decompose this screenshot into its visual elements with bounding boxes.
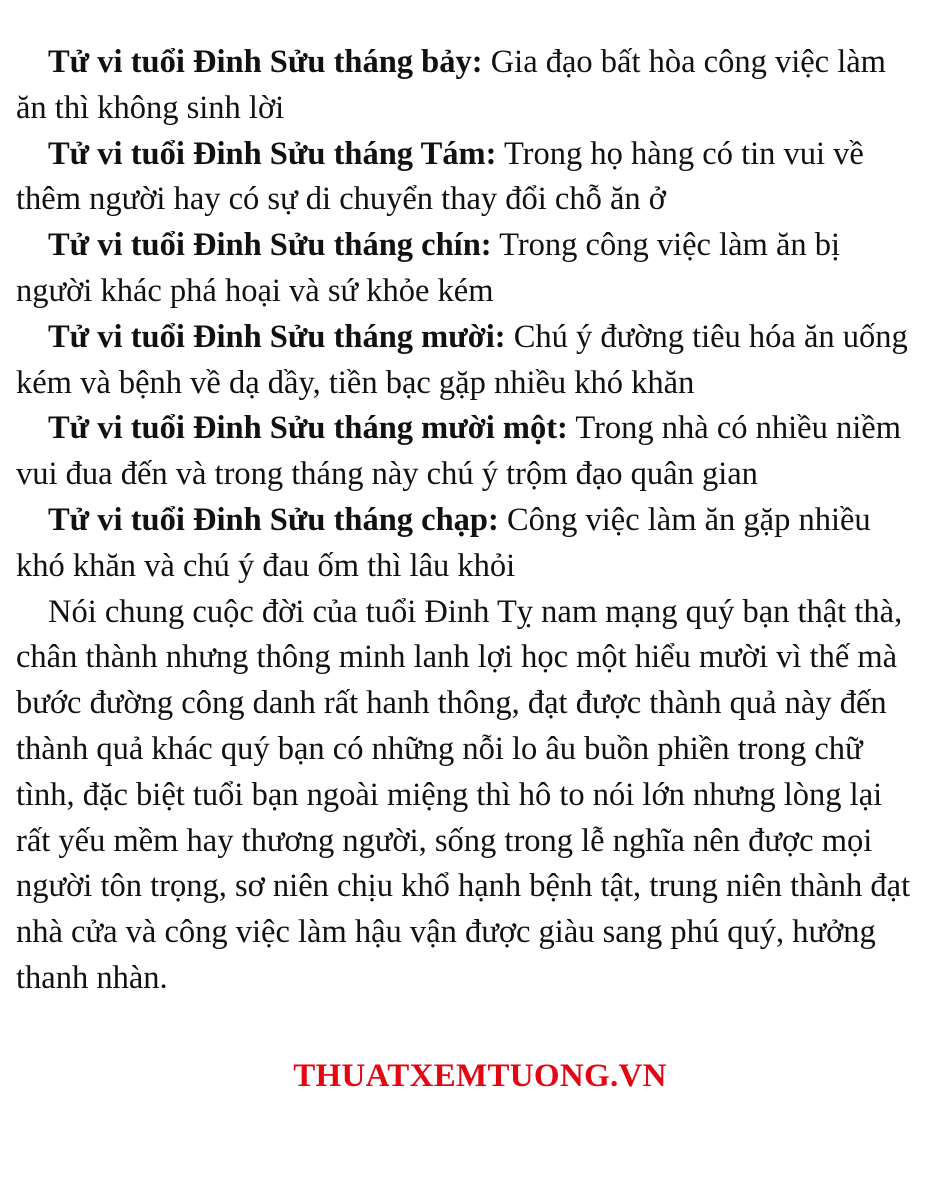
month-text: Công việc làm ăn gặp nhiều khó khăn và chú ý đau ốm thì lâu khỏi [16,501,871,584]
month-paragraph-11 [16,406,911,498]
month-text: Gia đạo bất hòa công việc làm ăn thì không sinh lời [16,44,886,126]
summary-paragraph: Nói chung cuộc đời của tuổi Đinh Tỵ nam mạng quý bạn thật thà, chân thành nhưng thông minh lanh lợi học một hiểu mười vì thế mà bước đường công danh rất hanh thông, đạt được thành quả này đến thành quả khác quý bạn có những nỗi lo âu buồn phiền trong chữ tình, đặc biệt tuổi bạn ngoài miệng thì hô to nói lớn nhưng lòng lại rất yếu mềm hay thương người, sống trong lễ nghĩa nên được mọi người tôn trọng, sơ niên chịu khổ hạnh bệnh tật, trung niên thành đạt nhà cửa và công việc làm hậu vận được giàu sang phú quý, hưởng thanh nhàn. [16,593,911,996]
month-text: Trong họ hàng có tin vui về thêm người hay có sự di chuyển thay đổi chỗ ăn ở [16,135,864,218]
month-heading: Tử vi tuổi Đinh Sửu tháng chạp: [48,501,499,538]
month-heading: Tử vi tuổi Đinh Sửu tháng Tám: [48,135,497,172]
month-paragraph-8 [16,132,911,224]
month-heading: Tử vi tuổi Đinh Sửu tháng mười: [48,318,506,355]
month-heading: Tử vi tuổi Đinh Sửu tháng chín: [48,227,492,264]
site-watermark: THUATXEMTUONG.VN [293,1058,667,1094]
month-paragraph-10 [16,315,911,407]
month-paragraph-12 [16,498,911,590]
month-text: Trong công việc làm ăn bị người khác phá hoại và sứ khỏe kém [16,227,841,309]
month-heading: Tử vi tuổi Đinh Sửu tháng bảy: [48,44,483,80]
month-text: Trong nhà có nhiều niềm vui đua đến và trong tháng này chú ý trộm đạo quân gian [16,410,901,493]
month-paragraph-9 [16,223,911,315]
month-paragraph-7 [16,40,911,132]
month-heading: Tử vi tuổi Đinh Sửu tháng mười một: [48,410,568,447]
month-text: Chú ý đường tiêu hóa ăn uống kém và bệnh về dạ dầy, tiền bạc gặp nhiều khó khăn [16,318,908,401]
document-body [16,40,911,1002]
